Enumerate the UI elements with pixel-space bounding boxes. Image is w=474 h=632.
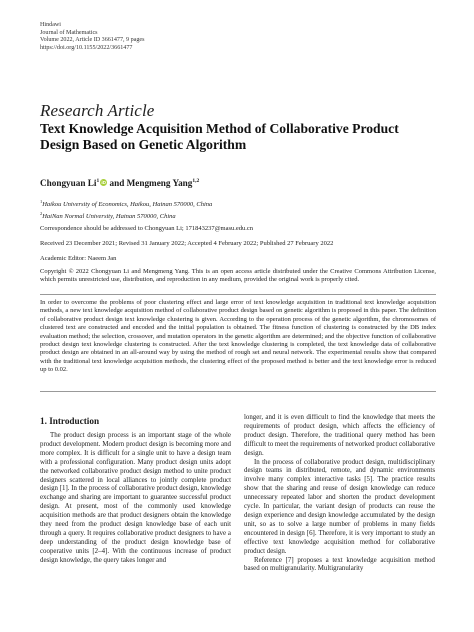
affiliation-number: 2: [40, 211, 43, 217]
author-name[interactable]: Chongyuan Li: [40, 178, 97, 189]
volume-line: Volume 2022, Article ID 3661477, 9 pages: [40, 37, 145, 44]
paper-title: Text Knowledge Acquisition Method of Collaborative Product Design Based on Genetic Algorithm: [40, 121, 399, 152]
correspondence-line: Correspondence should be addressed to Chongyuan Li; 171843237@masu.edu.cn: [40, 225, 254, 232]
author-conjunction: and: [109, 178, 125, 189]
doi-link[interactable]: https://doi.org/10.1155/2022/3661477: [40, 44, 133, 51]
section-heading: 1. Introduction: [40, 416, 100, 426]
divider: [40, 294, 436, 295]
affiliation-text: Haikou University of Economics, Haikou, Hainan 570000, China: [42, 201, 213, 209]
article-type: Research Article: [40, 101, 155, 120]
left-column: [40, 432, 231, 626]
author-name[interactable]: Mengmeng Yang: [126, 178, 193, 189]
affiliations: [40, 197, 212, 221]
affiliation-item: [40, 209, 212, 221]
divider: [40, 391, 436, 392]
affiliation-number: 1: [40, 199, 43, 204]
journal-header: [40, 22, 144, 52]
orcid-icon[interactable]: iD: [101, 180, 106, 186]
affiliation-item: [40, 197, 212, 209]
affiliation-text: HaiNan Normal University, Hainan 570000, China: [42, 213, 176, 221]
affiliation-marker: 1: [96, 178, 100, 184]
editor-line: Academic Editor: Naeem Jan: [40, 255, 117, 262]
author-line: [40, 178, 199, 188]
affiliation-marker: 1,2: [192, 178, 200, 184]
paragraph: longer, and it is even difficult to find the knowledge that meets the requirements of product design, which affects the efficiency of product design. Therefore, the traditional query method has been difficult to meet the requirements of networked product collaborative design.: [244, 414, 435, 457]
abstract: In order to overcome the problems of poor clustering effect and large error of text knowledge acquisition in traditional text knowledge acquisition methods, a new text knowledge acquisition method of collaborative product design based on genetic algorithm is proposed in this paper. The definition of collaborative product design text knowledge clustering is given. According to the operation process of the genetic algorithm, the chromosomes of clustered text are constructed and encoded and the initial population is obtained. The fitness function of clustering is constructed by the DB index evaluation method; the selection, crossover, and mutation operators in the genetic algorithm are determined; and the objective function of collaborative product design text knowledge clustering is constructed. After the text knowledge clustering is completed, the text knowledge data of collaborative product design are obtained in an all-around way by using the method of rough set and neural network. The experimental results show that compared with the traditional text knowledge acquisition methods, the clustering effect of the proposed method is better and the text knowledge error is reduced up to 0.02.: [40, 299, 436, 374]
dates-line: Received 23 December 2021; Revised 31 January 2022; Accepted 4 February 2022; Published 27 February 2022: [40, 240, 334, 247]
right-column: [244, 414, 435, 626]
paragraph: Reference [7] proposes a text knowledge acquisition method based on multigranularity. Multigranularity: [244, 556, 435, 573]
paragraph: The product design process is an important stage of the whole product development. Modern product design is becoming more and more complex. It is difficult for a single unit to have a design team with a professional configuration. Many product design units adopt the networked collaborative product design method to unite product designers scattered in local alliances to jointly complete product design [1]. In the process of collaborative product design, knowledge exchange and sharing are important to guarantee successful product design. At present, most of the commonly used knowledge acquisition methods are that product designers obtain the knowledge they need from the product design knowledge base of each unit through a query. It requires collaborative product designers to have a deep understanding of the product design knowledge base of cooperative units [2–4]. With the continuous increase of product design knowledge, the query takes longer and: [40, 432, 231, 564]
journal-name: Journal of Mathematics: [40, 29, 98, 36]
copyright-notice: Copyright © 2022 Chongyuan Li and Mengmeng Yang. This is an open access article distributed under the Creative Commons Attribution License, which permits unrestricted use, distribution, and reproduction in any medium, provided the original work is properly cited.: [40, 268, 436, 284]
publisher-name: Hindawi: [40, 22, 61, 28]
paragraph: In the process of collaborative product design, multidisciplinary design teams in distributed, remote, and dynamic environments involve many complex interactive tasks [5]. The practice results show that the sharing and reuse of design knowledge can reduce unnecessary repeated labor and shorten the product development cycle. In particular, the variant design of products can reuse the design experience and design knowledge accumulated by the design unit, so as to solve a large number of problems in many fields encountered in design [6]. Therefore, it is very important to study an effective text knowledge acquisition method for collaborative product design.: [244, 458, 435, 555]
